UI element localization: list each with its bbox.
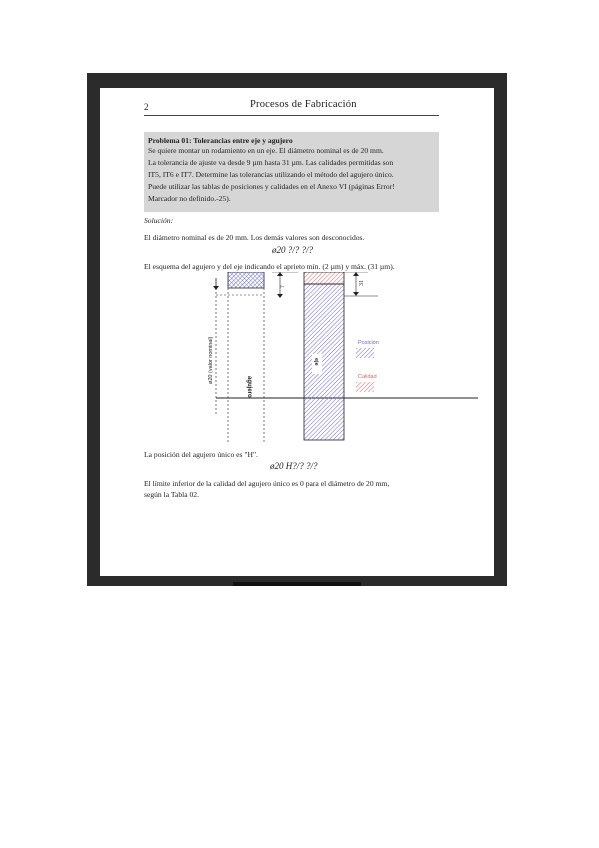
- solution-paragraph: El esquema del agujero y del eje indicando el aprieto mín. (2 µm) y máx. (31 µm).: [144, 262, 395, 271]
- legend-posicion-label: Posición: [358, 340, 379, 346]
- problem-line: Puede utilizar las tablas de posiciones y calidades en el Anexo VI (páginas Error!: [148, 182, 395, 191]
- problem-line: IT5, IT6 e IT7. Determine las tolerancias utilizando el método del agujero único.: [148, 170, 394, 179]
- formula-1: ø20 ?/? ?/?: [272, 245, 314, 255]
- formula-2: ø20 H?/? ?/?: [270, 461, 318, 471]
- solution-paragraph: La posición del agujero único es "H".: [144, 450, 258, 459]
- page-number: 2: [144, 102, 149, 112]
- page-header-title: Procesos de Fabricación: [250, 99, 357, 110]
- problem-line: La tolerancia de ajuste va desde 9 µm hasta 31 µm. Las calidades permitidas son: [148, 158, 394, 167]
- dim-left-arrows: [213, 278, 219, 290]
- legend-calidad-label: Calidad: [358, 374, 377, 380]
- shaft-quality-zone: [304, 272, 344, 284]
- legend-calidad-swatch: [356, 382, 374, 392]
- dim-right-label: 31: [359, 280, 365, 286]
- nominal-diameter-label: ø20 (valor nominal): [208, 336, 214, 384]
- document-page: [100, 88, 494, 576]
- problem-box: [144, 132, 439, 212]
- dim-left-label: ?: [280, 285, 286, 288]
- hole-quality-zone: [228, 272, 264, 288]
- problem-line: Se quiere montar un rodamiento en un eje. El diámetro nominal es de 20 mm.: [148, 146, 384, 155]
- solution-paragraph: El límite inferior de la calidad del agujero único es 0 para el diámetro de 20 mm,: [144, 479, 390, 488]
- dim-mid: [272, 272, 298, 298]
- shaft-label: eje: [313, 358, 319, 366]
- problem-title: Problema 01: Tolerancias entre eje y agujero: [148, 136, 293, 145]
- frame-bottom-bar: [233, 582, 361, 586]
- legend-posicion-swatch: [356, 348, 374, 358]
- solution-paragraph: según la Tabla 02.: [144, 490, 200, 499]
- shaft-position-zone: [304, 284, 344, 440]
- solution-heading: Solución:: [144, 216, 174, 225]
- header-rule: [144, 115, 439, 116]
- tolerance-diagram: [208, 272, 498, 442]
- problem-line: Marcador no definido.-25).: [148, 194, 231, 203]
- solution-paragraph: El diámetro nominal es de 20 mm. Los demás valores son desconocidos.: [144, 233, 365, 242]
- hole-label: agujero: [246, 376, 252, 398]
